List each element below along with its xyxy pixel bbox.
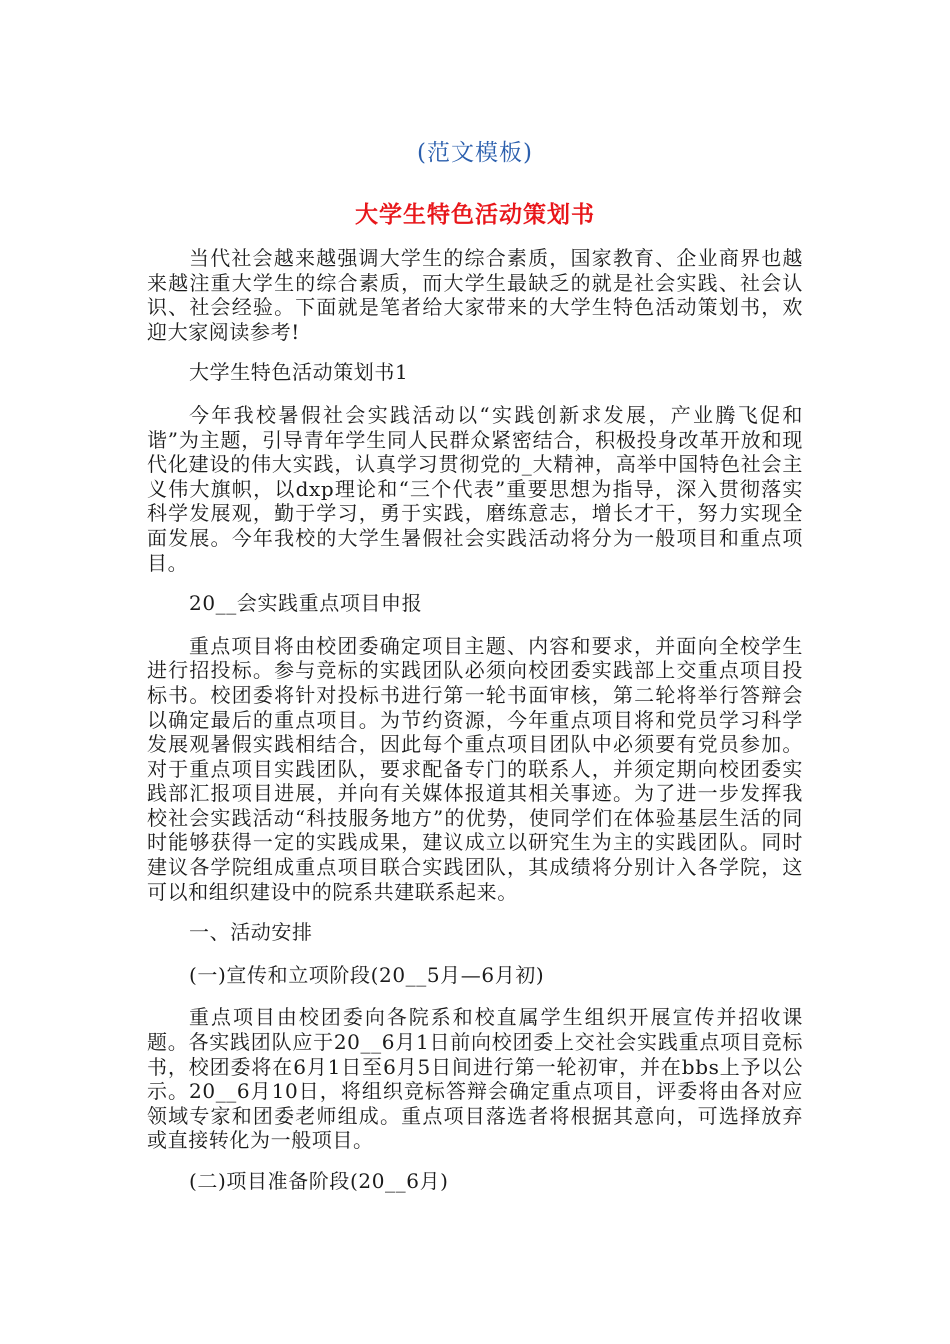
section-heading-plan-1: 大学生特色活动策划书1 xyxy=(189,360,409,385)
subsection-heading-preparation-phase: (二)项目准备阶段(20__6月) xyxy=(189,1169,449,1193)
intro-paragraph: 当代社会越来越强调大学生的综合素质，国家教育、企业商界也越来越注重大学生的综合素质，而大学生最缺乏的就是社会实践、社会认识、社会经验。下面就是笔者给大家带来的大学生特色活动策划书，欢迎大家阅读参考! xyxy=(147,246,803,344)
subsection-heading-publicity-phase: (一)宣传和立项阶段(20__5月—6月初) xyxy=(189,962,545,987)
document-body xyxy=(147,246,803,1212)
theme-paragraph: 今年我校暑假社会实践活动以“实践创新求发展，产业腾飞促和谐”为主题，引导青年学生同人民群众紧密结合，积极投身改革开放和现代化建设的伟大实践，认真学习贯彻党的_大精神，高举中国特色社会主义伟大旗帜，以dxp理论和“三个代表”重要思想为指导，深入贯彻落实科学发展观，勤于学习，勇于实践，磨练意志，增长才干，努力实现全面发展。今年我校的大学生暑假社会实践活动将分为一般项目和重点项目。 xyxy=(147,402,803,575)
section-heading-key-projects: 20__会实践重点项目申报 xyxy=(189,591,423,616)
section-heading-activity-schedule: 一、活动安排 xyxy=(189,920,313,945)
publicity-phase-paragraph: 重点项目由校团委向各院系和校直属学生组织开展宣传并招收课题。各实践团队应于20__6月1日前向校团委上交社会实践重点项目竞标书，校团委将在6月1日至6月5日间进行第一轮初审，并在bbs上予以公示。20__6月10日，将组织竞标答辩会确定重点项目，评委将由各对应领域专家和团委老师组成。重点项目落选者将根据其意向，可选择放弃或直接转化为一般项目。 xyxy=(147,1005,803,1153)
key-projects-paragraph: 重点项目将由校团委确定项目主题、内容和要求，并面向全校学生进行招投标。参与竞标的实践团队必须向校团委实践部上交重点项目投标书。校团委将针对投标书进行第一轮书面审核，第二轮将举行答辩会以确定最后的重点项目。为节约资源，今年重点项目将和党员学习科学发展观暑假实践相结合，因此每个重点项目团队中必须要有党员参加。对于重点项目实践团队，要求配备专门的联系人，并须定期向校团委实践部汇报项目进展，并向有关媒体报道其相关事迹。为了进一步发挥我校社会实践活动“科技服务地方”的优势，使同学们在体验基层生活的同时能够获得一定的实践成果，建议成立以研究生为主的实践团队。同时建议各学院组成重点项目联合实践团队，其成绩将分别计入各学院，这可以和组织建设中的院系共建联系起来。 xyxy=(147,633,803,904)
document-title: 大学生特色活动策划书 xyxy=(355,202,595,228)
template-tag: (范文模板) xyxy=(417,140,533,166)
